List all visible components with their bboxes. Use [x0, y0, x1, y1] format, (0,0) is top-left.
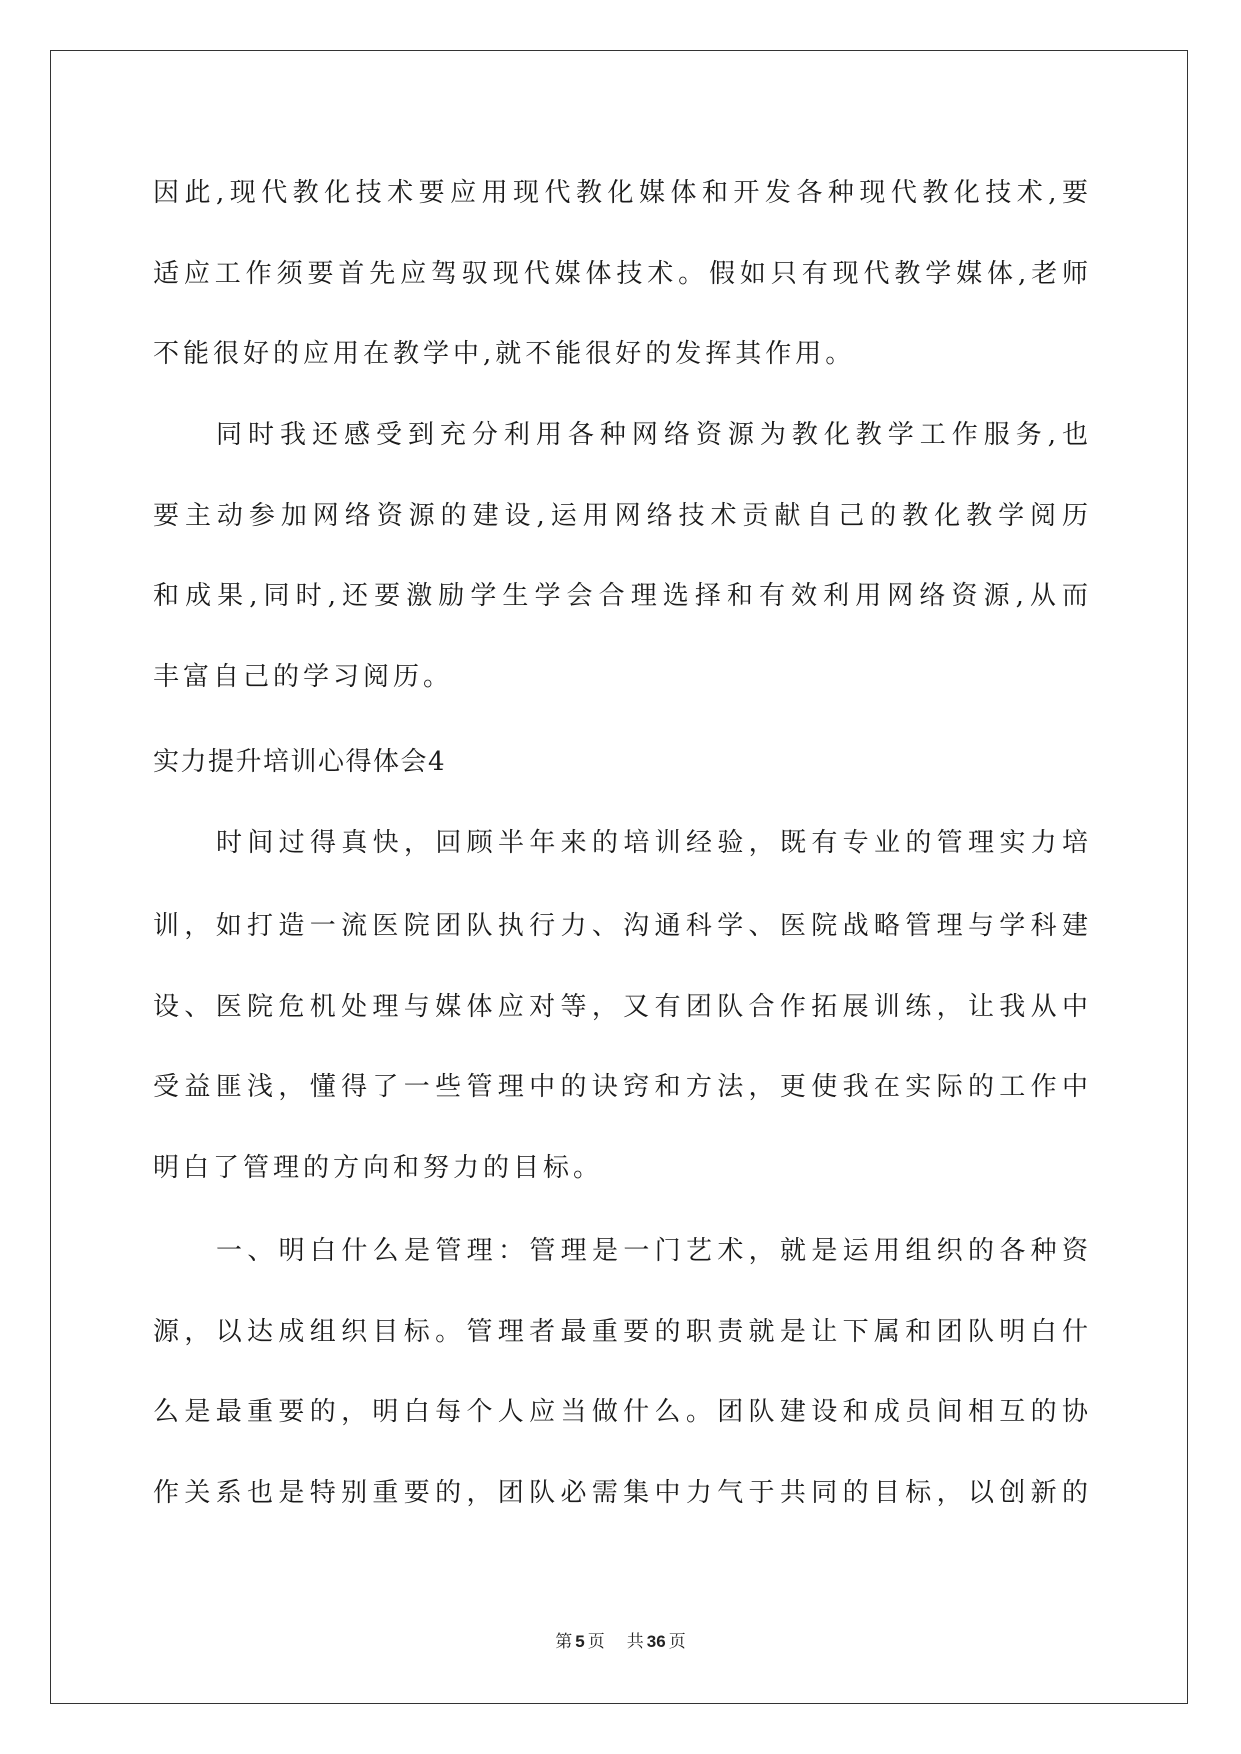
section-heading: 实力提升培训心得体会4 — [153, 747, 447, 777]
current-page-number: 5 — [575, 1632, 585, 1651]
paragraph-1-line-1: 因此,现代教化技术要应用现代教化媒体和开发各种现代教化技术,要 — [153, 178, 1090, 208]
page-number-prefix: 第 — [555, 1632, 573, 1652]
page-border — [50, 50, 1188, 1704]
paragraph-3-line-2: 训，如打造一流医院团队执行力、沟通科学、医院战略管理与学科建 — [153, 911, 1090, 941]
paragraph-2-line-4: 丰富自己的学习阅历。 — [153, 662, 454, 692]
paragraph-4-line-3: 么是最重要的，明白每个人应当做什么。团队建设和成员间相互的协 — [153, 1397, 1090, 1427]
total-pages-number: 36 — [646, 1632, 666, 1651]
paragraph-1-line-3: 不能很好的应用在教学中,就不能很好的发挥其作用。 — [153, 339, 856, 369]
paragraph-4-line-4: 作关系也是特别重要的，团队必需集中力气于共同的目标，以创新的 — [153, 1478, 1090, 1508]
paragraph-3-line-4: 受益匪浅，懂得了一些管理中的诀窍和方法，更使我在实际的工作中 — [153, 1072, 1090, 1102]
page-number-suffix: 页 — [587, 1632, 605, 1652]
paragraph-2-line-2: 要主动参加网络资源的建设,运用网络技术贡献自己的教化教学阅历 — [153, 501, 1090, 531]
paragraph-3-line-5: 明白了管理的方向和努力的目标。 — [153, 1153, 604, 1183]
paragraph-4-line-2: 源，以达成组织目标。管理者最重要的职责就是让下属和团队明白什 — [153, 1317, 1090, 1347]
total-pages-prefix: 共 — [626, 1632, 644, 1652]
page-footer — [0, 1631, 1241, 1653]
paragraph-2-line-3: 和成果,同时,还要激励学生学会合理选择和有效利用网络资源,从而 — [153, 581, 1090, 611]
paragraph-4-line-1: 一、明白什么是管理：管理是一门艺术，就是运用组织的各种资 — [216, 1236, 1090, 1266]
paragraph-3-line-3: 设、医院危机处理与媒体应对等，又有团队合作拓展训练，让我从中 — [153, 992, 1090, 1022]
paragraph-2-line-1: 同时我还感受到充分利用各种网络资源为教化教学工作服务,也 — [216, 420, 1090, 450]
paragraph-3-line-1: 时间过得真快，回顾半年来的培训经验，既有专业的管理实力培 — [216, 828, 1090, 858]
paragraph-1-line-2: 适应工作须要首先应驾驭现代媒体技术。假如只有现代教学媒体,老师 — [153, 259, 1090, 289]
total-pages-suffix: 页 — [668, 1632, 686, 1652]
